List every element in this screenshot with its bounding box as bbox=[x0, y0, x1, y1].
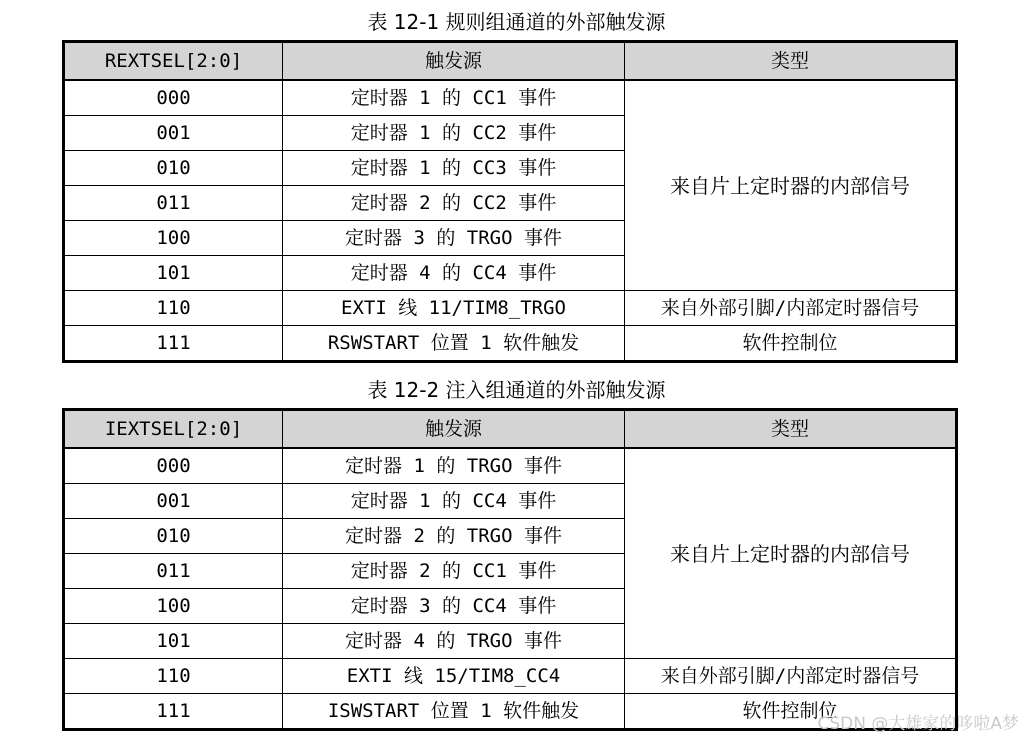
table-row bbox=[64, 291, 957, 326]
source-cell: 定时器 1 的 CC3 事件 bbox=[283, 151, 625, 186]
header-rextsel: REXTSEL[2:0] bbox=[64, 42, 283, 81]
code-cell: 010 bbox=[64, 519, 283, 554]
code-cell: 111 bbox=[64, 326, 283, 362]
code-cell: 011 bbox=[64, 186, 283, 221]
source-cell: RSWSTART 位置 1 软件触发 bbox=[283, 326, 625, 362]
type-cell: 来自外部引脚/内部定时器信号 bbox=[625, 659, 957, 694]
source-cell: 定时器 4 的 TRGO 事件 bbox=[283, 624, 625, 659]
header-iextsel: IEXTSEL[2:0] bbox=[64, 410, 283, 449]
table2-caption: 表 12-2 注入组通道的外部触发源 bbox=[367, 378, 666, 402]
source-cell: 定时器 1 的 CC4 事件 bbox=[283, 484, 625, 519]
type-cell-merged: 来自片上定时器的内部信号 bbox=[625, 80, 957, 291]
header-trigger-source: 触发源 bbox=[283, 410, 625, 449]
injected-trigger-table bbox=[62, 408, 958, 731]
source-cell: 定时器 1 的 CC1 事件 bbox=[283, 80, 625, 116]
code-cell: 010 bbox=[64, 151, 283, 186]
source-cell: 定时器 1 的 CC2 事件 bbox=[283, 116, 625, 151]
source-cell: 定时器 2 的 CC2 事件 bbox=[283, 186, 625, 221]
code-cell: 011 bbox=[64, 554, 283, 589]
code-cell: 100 bbox=[64, 221, 283, 256]
table-row bbox=[64, 80, 957, 116]
code-cell: 111 bbox=[64, 694, 283, 730]
code-cell: 110 bbox=[64, 291, 283, 326]
source-cell: 定时器 3 的 CC4 事件 bbox=[283, 589, 625, 624]
table-row bbox=[64, 448, 957, 484]
table-header-row bbox=[64, 42, 957, 81]
source-cell: ISWSTART 位置 1 软件触发 bbox=[283, 694, 625, 730]
table-header-row bbox=[64, 410, 957, 449]
code-cell: 101 bbox=[64, 256, 283, 291]
type-cell: 来自外部引脚/内部定时器信号 bbox=[625, 291, 957, 326]
code-cell: 001 bbox=[64, 484, 283, 519]
code-cell: 110 bbox=[64, 659, 283, 694]
table-row bbox=[64, 326, 957, 362]
header-type: 类型 bbox=[625, 42, 957, 81]
source-cell: EXTI 线 15/TIM8_CC4 bbox=[283, 659, 625, 694]
code-cell: 100 bbox=[64, 589, 283, 624]
type-cell-merged: 来自片上定时器的内部信号 bbox=[625, 448, 957, 659]
code-cell: 101 bbox=[64, 624, 283, 659]
source-cell: 定时器 2 的 CC1 事件 bbox=[283, 554, 625, 589]
type-cell: 软件控制位 bbox=[625, 694, 957, 730]
code-cell: 000 bbox=[64, 448, 283, 484]
regular-trigger-table bbox=[62, 40, 958, 363]
header-type: 类型 bbox=[625, 410, 957, 449]
table1-caption: 表 12-1 规则组通道的外部触发源 bbox=[367, 10, 666, 34]
type-cell: 软件控制位 bbox=[625, 326, 957, 362]
source-cell: 定时器 3 的 TRGO 事件 bbox=[283, 221, 625, 256]
watermark: CSDN @大雄家的哆啦A梦 bbox=[817, 714, 1019, 734]
source-cell: 定时器 2 的 TRGO 事件 bbox=[283, 519, 625, 554]
source-cell: 定时器 1 的 TRGO 事件 bbox=[283, 448, 625, 484]
source-cell: 定时器 4 的 CC4 事件 bbox=[283, 256, 625, 291]
code-cell: 000 bbox=[64, 80, 283, 116]
header-trigger-source: 触发源 bbox=[283, 42, 625, 81]
source-cell: EXTI 线 11/TIM8_TRGO bbox=[283, 291, 625, 326]
table-row bbox=[64, 659, 957, 694]
code-cell: 001 bbox=[64, 116, 283, 151]
